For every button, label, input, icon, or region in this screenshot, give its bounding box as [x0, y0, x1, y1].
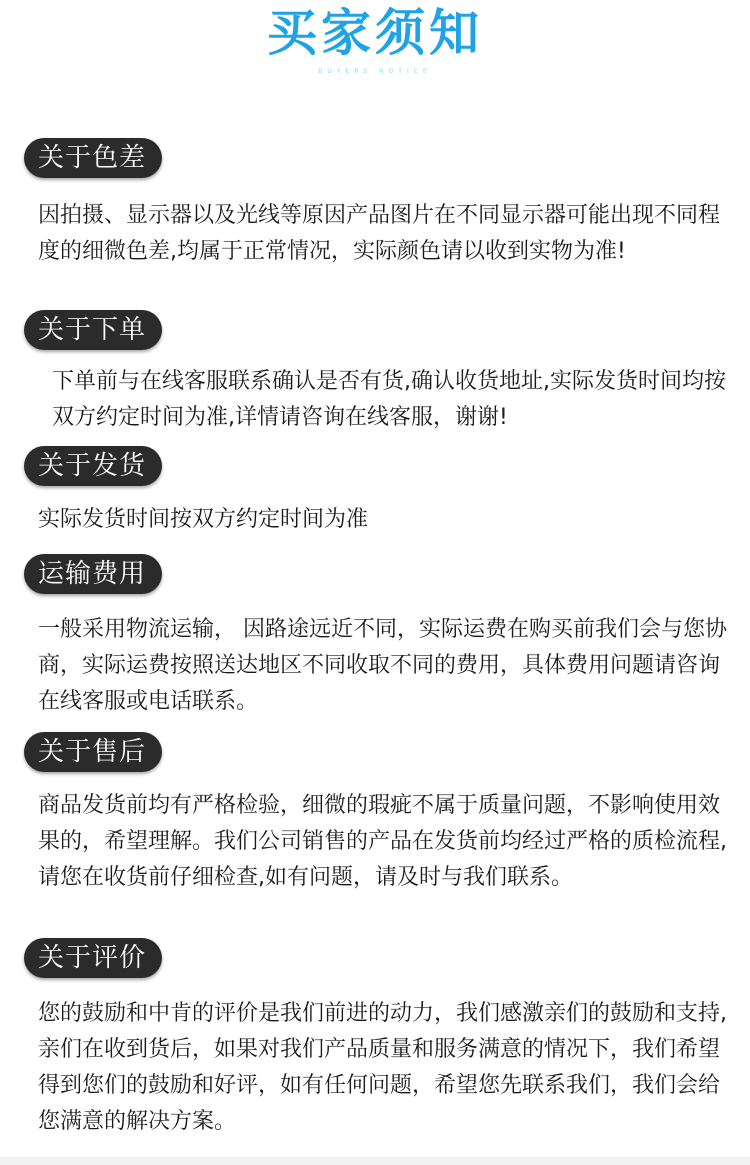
section-text-ordering: 下单前与在线客服联系确认是否有货,确认收货地址,实际发货时间均按双方约定时间为准,详情请咨询在线客服，谢谢!	[52, 369, 726, 430]
section-text-reviews: 您的鼓励和中肯的评价是我们前进的动力，我们感激亲们的鼓励和支持,亲们在收到货后，如果对我们产品质量和服务满意的情况下，我们希望得到您们的鼓励和好评，如有任何问题，希望您先联系我们，我们会给您满意的解决方案。	[38, 1001, 727, 1134]
section-text-shipping: 实际发货时间按双方约定时间为准	[38, 507, 369, 532]
page-header	[0, 0, 750, 90]
section-heading-freight: 运输费用	[24, 554, 162, 594]
section-heading-after-sales: 关于售后	[24, 732, 162, 772]
section-heading-ordering: 关于下单	[24, 310, 162, 350]
section-text-freight: 一般采用物流运输， 因路途远近不同，实际运费在购买前我们会与您协商，实际运费按照送达地区不同收取不同的费用，具体费用问题请咨询在线客服或电话联系。	[38, 617, 727, 714]
section-heading-shipping: 关于发货	[24, 446, 162, 486]
section-heading-reviews: 关于评价	[24, 938, 162, 978]
section-text-color-difference: 因拍摄、显示器以及光线等原因产品图片在不同显示器可能出现不同程度的细微色差,均属于正常情况，实际颜色请以收到实物为准!	[38, 203, 721, 264]
section-text-after-sales: 商品发货前均有严格检验，细微的瑕疵不属于质量问题，不影响使用效果的，希望理解。我们公司销售的产品在发货前均经过严格的质检流程,请您在收货前仔细检查,如有问题，请及时与我们联系。	[38, 793, 727, 890]
page-title: 买家须知	[267, 4, 483, 62]
page-subtitle: BUYERS NOTICE	[318, 68, 432, 75]
footer-divider	[0, 1157, 750, 1165]
section-heading-color-difference: 关于色差	[24, 138, 162, 178]
